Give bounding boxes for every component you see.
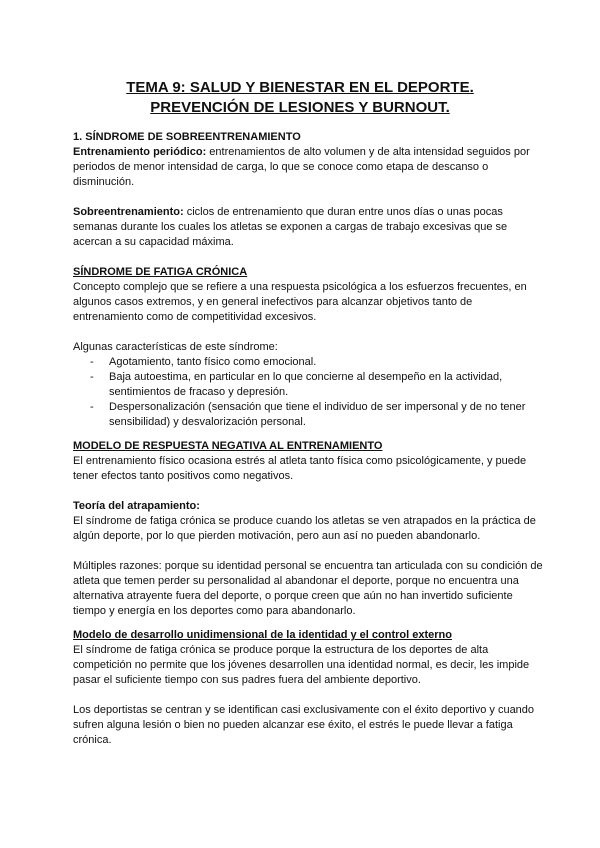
list-intro: Algunas características de este síndrome: (73, 341, 278, 353)
definition-overtraining: ciclos de entrenamiento que duran entre unos días o unas pocas semanas durante los cuales los atletas se exponen a cargas de trabajo excesivas que se acercan a su capacidad máxima. (73, 206, 508, 248)
definition-periodic-training: entrenamientos de alto volumen y de alta intensidad seguidos por periodos de menor intensidad de carga, lo que se conoce como etapa de descanso o disminución. (73, 146, 530, 188)
document-body (73, 130, 543, 748)
characteristics-list (73, 355, 543, 430)
paragraph-periodic-training (73, 145, 543, 190)
title-line-1: TEMA 9: SALUD Y BIENESTAR EN EL DEPORTE. (126, 79, 474, 96)
paragraph-entrapment-1: El síndrome de fatiga crónica se produce cuando los atletas se ven atrapados en la práctica de algún deporte, por lo que pierden motivación, pero aun así no pueden abandonarlo. (73, 515, 536, 542)
section-heading-chronic-fatigue: SÍNDROME DE FATIGA CRÓNICA (73, 266, 248, 278)
paragraph-entrapment-2: Múltiples razones: porque su identidad personal se encuentra tan articulada con su condición de atleta que temen perder su personalidad al abandonar el deporte, porque no encuentra una alternativa atrayente fuera del deporte, o porque creen que aún no han invertido suficiente tiempo y energía en los deportes como para abandonarlo. (73, 560, 543, 617)
term-overtraining: Sobreentrenamiento: (73, 206, 184, 218)
subheading-entrapment-theory: Teoría del atrapamiento: (73, 500, 200, 512)
term-periodic-training: Entrenamiento periódico: (73, 146, 207, 158)
list-item: - Baja autoestima, en particular en lo que concierne al desempeño en la actividad, sentimientos de fracaso y depresión. (109, 370, 543, 400)
section-heading-negative-response: MODELO DE RESPUESTA NEGATIVA AL ENTRENAMIENTO (73, 440, 383, 452)
paragraph-unidimensional-1: El síndrome de fatiga crónica se produce porque la estructura de los deportes de alta competición no permite que los jóvenes desarrollen una identidad normal, es decir, les impide pasar el suficiente tiempo con sus padres fuera del ambiente deportivo. (73, 644, 530, 686)
page-title (60, 78, 540, 118)
paragraph-unidimensional-2: Los deportistas se centran y se identifican casi exclusivamente con el éxito deportivo y cuando sufren alguna lesión o bien no pueden alcanzar ese éxito, el estrés le puede llevar a fatiga crónica. (73, 704, 535, 746)
paragraph-overtraining (73, 205, 543, 250)
paragraph-negative-response: El entrenamiento físico ocasiona estrés al atleta tanto física como psicológicamente, y puede tener efectos tanto positivos como negativos. (73, 455, 527, 482)
section-heading-overtraining: 1. SÍNDROME DE SOBREENTRENAMIENTO (73, 131, 301, 143)
list-item: - Agotamiento, tanto físico como emocional. (109, 355, 543, 370)
list-item: - Despersonalización (sensación que tiene el individuo de ser impersonal y de no tener sensibilidad) y desvalorización personal. (109, 400, 543, 430)
subheading-unidimensional-model: Modelo de desarrollo unidimensional de la identidad y el control externo (73, 629, 452, 641)
title-line-2: PREVENCIÓN DE LESIONES Y BURNOUT. (150, 99, 450, 116)
paragraph-chronic-fatigue: Concepto complejo que se refiere a una respuesta psicológica a los esfuerzos frecuentes, en algunos casos extremos, y en general inefectivos para alcanzar objetivos tanto de entrenamiento como de competitividad excesivos. (73, 281, 527, 323)
